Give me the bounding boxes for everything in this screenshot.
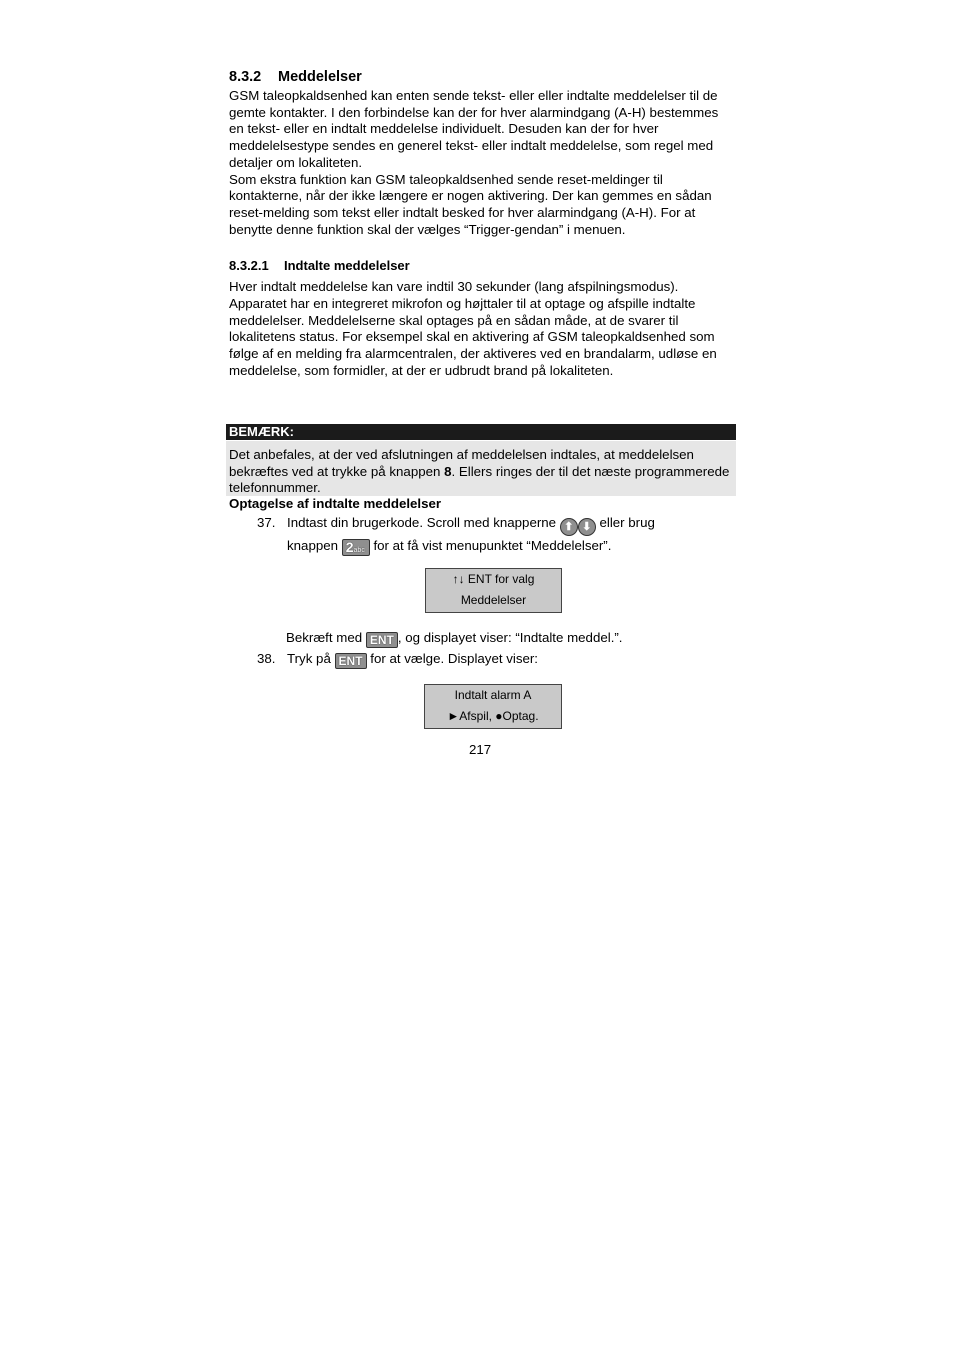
- subsection-paragraph: Hver indtalt meddelelse kan vare indtil 30 sekunder (lang afspilningsmodus). Apparatet har en integreret mikrofon og højttaler til at optage og afspille indtalte meddelelser. Meddelelserne skal optages på en sådan måde, at de svarer til lokalitetens status. For eksempel skal en aktivering af GSM taleopkaldsenhed som følge af en melding fra alarmcentralen, der aktiveres ved en brandalarm, udløse en meddelelse, som formidler, at der er udbrudt brand på lokaliteten.: [229, 279, 717, 378]
- down-arrow-key-icon: ⬇: [578, 518, 596, 536]
- step-38: 38. Tryk på ENT for at vælge. Displayet viser:: [257, 651, 538, 668]
- page-number: 217: [469, 742, 492, 757]
- step-37: 37. Indtast din brugerkode. Scroll med knapperne ⬆ ⬇ eller brug knappen 2abc for at få vist menupunktet “Meddelelser”.: [257, 515, 655, 555]
- lcd-line-2: ►Afspil, ●Optag.: [447, 709, 539, 723]
- recording-heading: Optagelse af indtalte meddelelser: [229, 496, 442, 511]
- lcd-line-2: Meddelelser: [460, 593, 527, 607]
- ent-key-icon: ENT: [335, 653, 367, 669]
- lcd-line-1: ↑↓ ENT for valg: [452, 572, 535, 586]
- ent-key-icon: ENT: [366, 632, 398, 648]
- key-2-icon: 2abc: [342, 539, 370, 556]
- confirm-line: Bekræft med ENT , og displayet viser: “Indtalte meddel.”.: [286, 630, 623, 647]
- document-page: [229, 66, 736, 380]
- up-arrow-key-icon: ⬆: [560, 518, 578, 536]
- note-label: BEMÆRK:: [226, 424, 736, 440]
- section-paragraph-2: Som ekstra funktion kan GSM taleopkaldsenhed sende reset-meldinger til kontakterne, når der ikke længere er nogen aktivering. Der kan gemmes en sådan reset-melding som tekst eller indtalt besked for hver alarmindgang (A-H). For at benytte denne funktion skal der vælges “Trigger-gendan” i menuen.: [229, 171, 712, 237]
- lcd-display-1: [425, 568, 562, 613]
- subsection-heading: 8.3.2.1 Indtalte meddelelser: [229, 258, 410, 274]
- note-key-number: 8: [444, 463, 452, 479]
- lcd-line-1: Indtalt alarm A: [454, 688, 532, 702]
- lcd-display-2: [424, 684, 562, 729]
- section-heading: 8.3.2 Meddelelser: [229, 69, 362, 85]
- section-paragraph-1: GSM taleopkaldsenhed kan enten sende tekst- eller eller indtalte meddelelser til de gemte kontakter. I den forbindelse kan der for hver alarmindgang (A-H) bestemmes en tekst- eller en indtalt meddelelse individuelt. Desuden kan der for hver meddelelsestype sendes en generel tekst- eller indtalt meddelelse, som regel med detaljer om lokaliteten.: [229, 88, 719, 170]
- note-box: Det anbefales, at der ved afslutningen af meddelelsen indtales, at meddelelsen bekræftes ved at trykke på knappen 8. Ellers ringes der til det næste programmerede telefonnummer.: [226, 441, 736, 496]
